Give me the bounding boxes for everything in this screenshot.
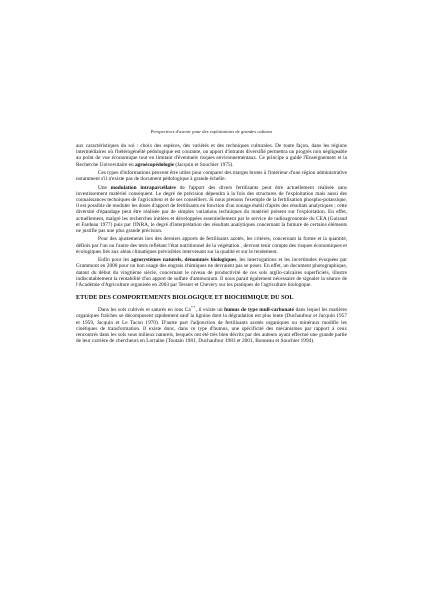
paragraph-5	[76, 257, 347, 288]
paragraph-6	[76, 304, 347, 344]
section-heading: ETUDE DES COMPORTEMENTS BIOLOGIQUE ET BIOCHIMIQUE DU SOL	[76, 294, 294, 302]
paragraph-4: Pour des ajustements lors des derniers apports de fertilisants azotés, les critères, concernant la forme et la quantité, définis par l'un ou l'autre des tests reflétant l'état nutritionnel de la végétation , devront tenir compte des risques économiques et écologiques liés aux aléas climatiques prévisibles intervenant sur la qualité et sur le rendement.	[76, 236, 347, 255]
paragraph-6-keyword: humus de type mull-carbonaté	[224, 307, 295, 314]
paragraph-1-citation: (Jacquin et Souchier 1975).	[174, 161, 234, 168]
body-text	[76, 143, 347, 347]
paragraph-1-text: aux caractéristiques du sol : choix des espèces, des variétés et des techniques culturales. De toute façon, dans les régions intermédiaires où l'hétérogénéité pédologique est courante, un apport d'intrants diversifié permettra un progrès non négligeable au point de vue économique tout en limitant d'éventuels risques environnementaux. Ce principe a guidé l'Enseignement et la Recherche Universitaire en	[76, 143, 347, 168]
paragraph-3-keyword: modulation intraparcellaire	[110, 184, 176, 191]
paragraph-6-text: dans lequel les matières organiques fraîches se décomposent rapidement sauf la lignine dont la dégradation est plus lente (Duchaufour et Jacquin 1957 et 1959, Jacquin et Le Tacon 1970). D'autre part l'adjonction de fertilisants azotés organiques ou minéraux modifie les cinétiques de transformation. Il existe donc, dans ce type d'humus, une spécificité des mécanismes par rapport à ceux rencontrés dans les sols sous milieux naturels, lesquels ont été très bien décrits par des auteurs ayant effectué une grande partie de leur carrière de chercheurs en Lorraine (Toutain 1981, Duchaufour 1983 et 2001, Bonneau et Souchier 1994).	[76, 307, 347, 345]
paragraph-3	[76, 185, 347, 235]
paragraph-1	[76, 143, 347, 168]
paragraph-6-superscript: ++	[190, 304, 196, 310]
paragraph-3-lead: Une	[98, 184, 111, 191]
paragraph-5-keyword: agrosystèmes naturels, dénommés biologiques	[131, 257, 237, 264]
paragraph-6-lead: Dans les sols cultivés et saturés en ions Ca	[98, 307, 191, 314]
paragraph-2: Ces types d'informations peuvent être utiles pour comparer des marges brutes à l'intérieur d'une région administrative notamment s'il n'existe pas de document pédologique à grande échelle.	[76, 170, 347, 183]
paragraph-3-text: de l'apport des divers fertilisants peut être actuellement réalisée sans investissement matériel conséquent. Le degré de précision dépendra à la fois des structures de l'exploitation mais aussi des connaissances techniques de l'agriculteur et de ses conseillers. Si nous prenons l'exemple de la fertilisation phospho-potassique, il est possible de moduler les doses d'apport de fertilisants en fonction d'un zonage établi d'après des résultats analytiques ; cette diversité d'épandage peut être réalisée par de simples variations techniques du matériel présent sur l'exploitation. En effet, actuellement, malgré les recherches initiées et développées essentiellement par le service de radioagronomie du CEA (Guiraud et Fardeau 1977) puis par l'INRA, le degré d'interprétation des résultats analytiques concernant la fumure de certains éléments ne justifie pas une plus grande précision.	[76, 184, 347, 235]
paragraph-1-keyword: agroécopédologie	[134, 161, 175, 168]
paragraph-6-connector: , il existe un	[195, 307, 225, 314]
paragraph-5-text: , les interrogations et les incertitudes évoquées par Grammont en 2000 pour un bon usage des engrais chimiques ne devraient pas se poser. En effet, un document photographique, datant du début du vingtième siècle, concernant le niveau de productivité de ces sols argilo-calcaires superficiels, illustre indiscutablement la rentabilité d'un apport de sulfate d'ammonium. Il nous parait également nécessaire de signaler la séance de l'Académie d'Agriculture organisée en 2003 par Tessier et Chevery sur les pratiques de l'agriculture biologique.	[76, 257, 347, 289]
paragraph-5-lead: Enfin pour les	[98, 257, 132, 264]
running-header: Perspectives d'avenir pour des exploitations de grandes cultures	[150, 129, 273, 134]
